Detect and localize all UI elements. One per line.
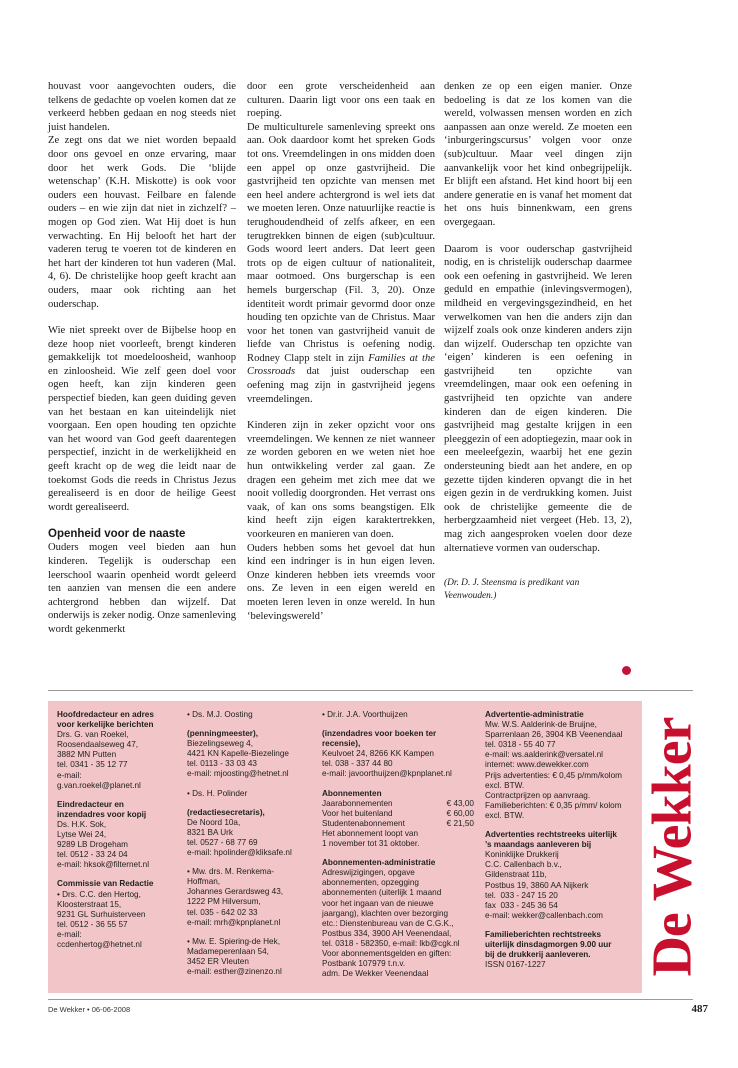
colophon-heading-line: Abonnementen-administratie [322,858,436,868]
colophon-line: 8321 BA Urk [187,827,233,837]
colophon-line: tel. 0341 - 35 12 77 [57,760,128,770]
colophon-heading-line: Hoofdredacteur en adres [57,710,154,719]
colophon-line: Postbus 19, 3860 AA Nijkerk [485,880,589,890]
colophon-heading-line: (redactiesecretaris), [187,807,265,817]
colophon-line: adm. De Wekker Veenendaal [322,969,429,979]
colophon-line: • Ds. M.J. Oosting [187,710,253,719]
colophon-line: voor het ingaan van de nieuwe [322,898,434,908]
colophon-block [57,710,177,791]
price-label: Jaarabonnementen [322,798,393,808]
paragraph: houvast voor aangevochten ouders, die telkens de gedachte op voelen komen dat ze verkeerd hebben gedaan en nog steeds niet juist handelen. [48,81,236,133]
article-column-3 [444,80,632,603]
colophon-line: excl. BTW. [485,810,525,820]
colophon-line: Hoffman, [187,877,221,887]
colophon-line: abonnementen, opzegging [322,878,419,888]
colophon-line[interactable]: e-mail: hpolinder@kliksafe.nl [187,848,292,858]
colophon-heading-line: (penningmeester), [187,729,258,739]
colophon-heading-line: uiterlijk dinsdagmorgen 9.00 uur [485,939,612,949]
paragraph: Ouders mogen veel bieden aan hun kinderen. Tegelijk is ouderschap een leerschool waarin openheid wordt geleerd ten aanzien van mensen die een andere achtergrond hebben dan wijzelf. Dat onderwijs is zeker nodig. Onze samenleving wordt gekenmerkt [48,542,236,635]
colophon-line[interactable]: ccdenhertog@hetnet.nl [57,939,142,949]
colophon-line: Drs. G. van Roekel, [57,730,129,740]
colophon-line: Roosendaalseweg 47, [57,740,139,750]
colophon-column [485,710,637,979]
colophon-line: 3882 MN Putten [57,750,117,760]
colophon-heading-line: Advertenties rechtstreeks uiterlijk [485,830,617,840]
colophon-heading-line: Commissie van Redactie [57,879,154,889]
price-row [322,819,474,829]
colophon-line: tel. 038 - 337 44 80 [322,759,393,769]
colophon-column [57,710,177,959]
colophon-line: Voor abonnementsgelden en giften: [322,948,452,958]
colophon-line: tel. 0527 - 68 77 69 [187,837,258,847]
colophon-line[interactable]: internet: www.dewekker.com [485,760,589,770]
colophon-line: Prijs advertenties: € 0,45 p/mm/kolom [485,770,622,780]
colophon-line: ISSN 0167-1227 [485,960,546,970]
paragraph-text: De multiculturele samenleving spreekt ons aan. Ook daardoor komt het spreken Gods tot ons. Vreemdelingen in ons midden doen een appel op onze gastvrijheid. Die gastvrijheid ten opzichte van mensen met een heel andere achtergrond is wel iets dat we moeten leren. Onze natuurlijke reactie is terughoudendheid of zelfs afkeer, en een terugtrekken binnen de eigen (sub)cultuur. Gods woord leert anders. Dat leert geen trots op de eigen cultuur of nationaliteit, maar ootmoed. Ons burgerschap is een hemels burgerschap (Fil. 3, 20). Onze identiteit wordt primair gevormd door onze houding ten opzichte van de Christus. Maar voor het tonen van gastvrijheid vanuit de liefde van Christus is oefening nodig. Rodney Clapp stelt in zijn [247,121,435,364]
colophon-line: Adreswijzigingen, opgave [322,868,415,878]
colophon-line: 9231 GL Surhuisterveen [57,909,146,919]
paragraph: Ze zegt ons dat we niet worden bepaald door ons gevoel en onze ervaring, maar door het werk Gods. Die ‘blijde wetenschap’ (K.H. Miskotte) is ook voor ouders een houvast. Feilbare en falende ouders – en wie zijn dat niet in zichzelf? – mogen op God zien. Wat Hij doet is hun verwachting. En Hij belooft het hart der vaderen terug te voeren tot de kinderen en het hart der kinderen tot hun vaderen (Mal. 4, 6). De christelijke hoop geeft kracht aan ouders, maar ook richting aan het ouderschap. [48,135,236,310]
colophon-column [187,710,311,986]
colophon-line: Madameperenlaan 54, [187,946,269,956]
colophon-line: Het abonnement loopt van [322,828,419,838]
colophon-line: e-mail: [57,770,82,780]
colophon-block [57,879,177,950]
colophon-line: tel. 0318 - 55 40 77 [485,740,556,750]
colophon-line: jaargang), klachten over bezorging [322,908,449,918]
colophon-heading-line: Familieberichten rechtstreeks [485,929,602,939]
footer-issue: De Wekker • 06-06-2008 [48,1005,131,1014]
colophon-block [322,789,474,850]
colophon-line: 1 november tot 31 oktober. [322,839,420,849]
colophon-line: • Dr.ir. J.A. Voorthuijzen [322,710,408,719]
colophon-line: • Mw. E. Spiering-de Hek, [187,936,280,946]
colophon-line: fax 033 - 245 36 54 [485,900,558,910]
colophon-line: • Ds. H. Polinder [187,788,248,798]
price-label: Voor het buitenland [322,808,393,818]
colophon-line: Postbank 107979 t.n.v. [322,959,406,969]
colophon-line[interactable]: e-mail: javoorthuijzen@kpnplanet.nl [322,769,452,779]
colophon-heading-line: Eindredacteur en [57,799,124,809]
colophon-block [485,930,637,970]
colophon-block [187,867,311,928]
paragraph: Daarom is voor ouderschap gastvrijheid nodig, en is christelijk ouderschap daarmee ook een oefening in gastvrijheid. We leren geduld en empathie (inlevingsvermogen), mildheid en vergevingsgezindheid, en het verwelkomen van hen die anders zijn dan wijzelf zoals ook onze kinderen anders zijn dan wijzelf. Ouderschap ten opzichte van ‘eigen’ kinderen is een oefening in gastvrijheid ten opzichte van vreemdelingen, maar ook een oefening in gastvrijheid ten opzichte van andere kinderen dan de eigen kinderen. Die gastvrijheid mag gestalte krijgen in een pleeggezin of een adoptiegezin, maar ook in een meeleefgezin, waarbij het ene gezin ondersteuning biedt aan het andere, en op gezette tijden kinderen opvangt die in het eigen gezin in de verdrukking komen. Juist ook de christelijke gemeente die de herbergzaamheid niet vergeet (Heb. 13, 2), mag zich aangesproken voelen door deze alternatieve vormen van ouderschap. [444,243,632,554]
colophon-line[interactable]: e-mail: esther@zinenzo.nl [187,966,282,976]
colophon-line: Lytse Wei 24, [57,830,107,840]
divider [48,999,693,1000]
paragraph: Kinderen zijn in zeker opzicht voor ons vreemdelingen. We kennen ze niet wanneer ze worden geboren en we weten niet hoe hun ontwikkeling verder zal gaan. Ze dragen een geheim met zich mee dat we nooit volledig doorgronden. Het verrast ons vaak, of kan ons soms beangstigen. Elk kind heeft zijn eigen karaktertrekken, voorkeuren en manieren van doen. [247,420,435,540]
colophon-heading-line: bij de drukkerij aanleveren. [485,950,591,960]
colophon-block [485,830,637,921]
price-value: € 43,00 [446,798,474,808]
colophon-line: Postbus 334, 3900 AH Veenendaal, [322,928,452,938]
masthead [642,701,704,993]
colophon-block [187,729,311,779]
page-number: 487 [691,1003,708,1015]
colophon-line[interactable]: g.van.roekel@planet.nl [57,780,141,790]
colophon-line: Johannes Gerardsweg 43, [187,887,284,897]
colophon-line[interactable]: e-mail: hksok@filternet.nl [57,860,150,870]
colophon-line: C.C. Callenbach b.v., [485,860,562,870]
colophon-line[interactable]: e-mail: ws.aalderink@versatel.nl [485,750,603,760]
colophon-line: 1222 PM Hilversum, [187,897,261,907]
colophon-line: tel. 035 - 642 02 33 [187,907,258,917]
colophon-line: Contractprijzen op aanvraag. [485,790,591,800]
colophon-line: Keulvoet 24, 8266 KK Kampen [322,749,434,759]
paragraph-text: dat juist ouderschap een oefening mag zijn in gastvrijheid jegens vreemdelingen. [247,366,435,405]
price-label: Studentenabonnement [322,818,405,828]
colophon-line: 9289 LB Drogeham [57,840,129,850]
colophon-line: abonnementen (uiterlijk 1 maand [322,888,442,898]
colophon-line[interactable]: e-mail: mrh@kpnplanet.nl [187,917,281,927]
colophon-line: etc.: Dienstenbureau van de C.G.K., [322,918,454,928]
section-heading: Openheid voor de naaste [48,528,186,541]
colophon-block [57,800,177,871]
colophon-block [187,789,311,799]
colophon-line: tel. 0512 - 33 24 04 [57,850,128,860]
colophon-line[interactable]: e-mail: wekker@callenbach.com [485,910,603,920]
colophon-line: • Drs. C.C. den Hertog, [57,889,141,899]
colophon-block [187,937,311,977]
paragraph: Ouders hebben soms het gevoel dat hun kind een indringer is in hun eigen leven. Onze kinderen hebben iets vreemds voor ons. Ze leven in een eigen wereld en moeten leren leven in onze wereld. In hun ‘belevingswereld’ [247,542,435,622]
divider [48,690,693,691]
colophon-heading-line: (inzendadres voor boeken ter [322,729,437,739]
colophon-block [187,808,311,858]
paragraph: denken ze op een eigen manier. Onze bedoeling is dat ze los komen van die wereld, volwassen mensen worden en zich aanpassen aan onze wereld. Ze moeten een ‘inburgeringscursus’ volgen voor onze (sub)cultuur. Maar veel dingen zijn aanvankelijk voor het kind onbegrijpelijk. Er blijft een afstand. Het kind hoort bij een andere generatie en is vanaf het moment dat het ons huis binnenkwam, een grens overgegaan. [444,81,632,228]
colophon-block [322,858,474,979]
colophon-column [322,710,474,988]
masthead-title: De Wekker [642,717,704,977]
colophon-line: Gildenstraat 11b, [485,870,547,880]
colophon-line: Ds. H.K. Sok, [57,819,107,829]
author-note: (Dr. D. J. Steensma is predikant van Veenwouden.) [444,578,580,602]
colophon-line: e-mail: [57,929,82,939]
paragraph: Wie niet spreekt over de Bijbelse hoop en deze hoop niet voorleeft, brengt kinderen gemakkelijk tot moedeloosheid, wanhoop en zinloosheid. Wie zelf geen doel voor ogen heeft, kan zijn kinderen geen perspectief bieden, kan geen duiding geven van het bestaan en kan uiteindelijk niet voorgaan. Een open houding ten opzichte van het woord van God geeft daarentegen perspectief, inzicht in de werkelijkheid en geeft kracht op de weg die leidt naar de toekomst Gods die reeds in Christus Jezus gerealiseerd is en door de heilige Geest wordt gerealiseerd. [48,325,236,513]
colophon-line: Mw. W.S. Aalderink-de Bruijne, [485,720,597,730]
colophon-heading-line: Abonnementen [322,788,382,798]
colophon-block [322,710,474,720]
article-column-1 [48,80,236,637]
colophon-line[interactable]: tel. 0318 - 582350, e-mail: lkb@cgk.nl [322,938,460,948]
price-row [322,799,474,809]
colophon-line: • Mw. drs. M. Renkema- [187,867,275,877]
paragraph: door een grote verscheidenheid aan culturen. Daarin ligt voor ons een taak en roeping. [247,81,435,120]
colophon-line: 4421 KN Kapelle-Biezelinge [187,749,289,759]
colophon-heading-line: ’s maandags aanleveren bij [485,840,592,850]
colophon-line: 3452 ER Vleuten [187,956,249,966]
colophon-line: De Noord 10a, [187,817,241,827]
colophon-block [187,710,311,720]
price-row [322,809,474,819]
colophon-line: tel. 033 - 247 15 20 [485,890,558,900]
colophon-line: Kloosterstraat 15, [57,899,122,909]
colophon-line: Sparrenlaan 26, 3904 KB Veenendaal [485,730,623,740]
end-mark [622,666,631,675]
price-value: € 60,00 [446,808,474,818]
colophon-block [485,710,637,821]
article-column-2 [247,80,435,623]
price-value: € 21,50 [446,818,474,828]
colophon-line: Biezelingseweg 4, [187,739,253,749]
colophon-block [322,729,474,779]
colophon-line: Koninklijke Drukkerij [485,850,559,860]
colophon-line: Familieberichten: € 0,35 p/mm/ kolom [485,800,622,810]
colophon-line[interactable]: e-mail: mjoosting@hetnet.nl [187,769,289,779]
colophon-heading-line: voor kerkelijke berichten [57,720,154,730]
colophon-line: tel. 0512 - 36 55 57 [57,919,128,929]
colophon-heading-line: inzendadres voor kopij [57,809,147,819]
colophon-heading-line: recensie), [322,739,361,749]
colophon-heading-line: Advertentie-administratie [485,710,584,719]
colophon-line: tel. 0113 - 33 03 43 [187,759,257,769]
colophon-line: excl. BTW. [485,780,525,790]
paragraph [247,121,435,406]
book-title: Families at the Crossroads [247,352,436,378]
